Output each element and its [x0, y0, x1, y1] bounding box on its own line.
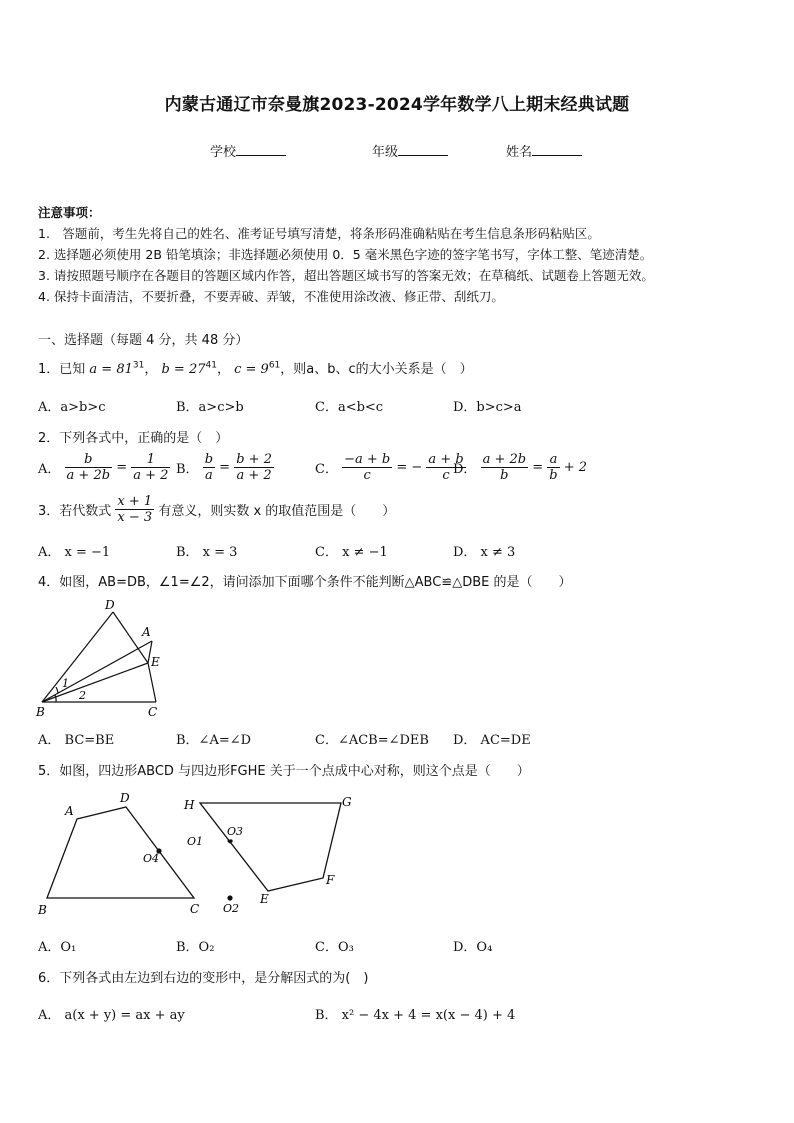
- q5-figure: [30, 785, 370, 920]
- q2-option-a: [38, 452, 170, 483]
- numerator: b + 2: [236, 452, 272, 467]
- denominator: c: [363, 468, 371, 483]
- question-4: 4．如图，AB=DB，∠1=∠2，请问添加下面哪个条件不能判断△ABC≌△DBE 的是（ ）: [38, 575, 572, 590]
- denominator: a + 2: [133, 468, 169, 483]
- q6-option-a: A． a(x + y) = ax + ay: [38, 1008, 185, 1023]
- q4-option-d: D． AC=DE: [453, 733, 531, 748]
- label-b: B: [36, 705, 45, 719]
- note-item: 3. 请按照题号顺序在各题目的答题区域内作答，超出答题区域书写的答案无效；在草稿纸、试题卷上答题无效。: [38, 268, 654, 283]
- q2-option-c: [315, 452, 466, 483]
- q1-c-exp: 61: [268, 360, 281, 371]
- q2-d-tail: + 2: [563, 460, 588, 475]
- label-d: D: [120, 791, 130, 805]
- question-3: [38, 494, 395, 525]
- q2-a-label: A．: [38, 462, 61, 477]
- q1-prefix: 1．已知: [38, 362, 86, 377]
- label-e: E: [260, 892, 269, 906]
- denominator: a + 2: [236, 468, 272, 483]
- grade-blank: [398, 143, 448, 156]
- q4-option-a: A． BC=BE: [38, 733, 115, 748]
- numerator: a: [547, 452, 559, 468]
- o2-dot: [227, 895, 232, 900]
- denominator: a: [204, 468, 213, 483]
- label-g: G: [342, 795, 352, 809]
- label-c: C: [148, 705, 158, 719]
- name-label: 姓名: [506, 145, 533, 160]
- label-a: A: [142, 625, 151, 639]
- notes-heading: 注意事项：: [38, 205, 101, 220]
- numerator: a + b: [428, 452, 464, 467]
- page-title: 内蒙古通辽市奈曼旗2023-2024学年数学八上期末经典试题: [164, 95, 630, 115]
- label-o2: O2: [223, 902, 240, 915]
- label-b: B: [38, 903, 47, 917]
- q4-option-b: B．∠A=∠D: [176, 733, 252, 748]
- denominator: c: [442, 468, 450, 483]
- denominator: x − 3: [117, 510, 153, 525]
- numerator: 1: [131, 452, 170, 468]
- q2-option-d: [453, 452, 587, 483]
- label-f: F: [326, 873, 335, 887]
- school-field: [210, 141, 286, 160]
- numerator: b: [204, 452, 214, 467]
- label-angle-2: 2: [79, 689, 86, 702]
- school-blank: [236, 143, 286, 156]
- q5-option-b: B．O₂: [176, 940, 215, 955]
- label-a: A: [65, 804, 74, 818]
- q3-option-a: A． x = −1: [38, 545, 111, 560]
- q3-option-d: D． x ≠ 3: [453, 545, 516, 560]
- question-6: 6．下列各式由左边到右边的变形中，是分解因式的为( ): [38, 971, 369, 986]
- q2-c-label: C．: [315, 462, 338, 477]
- question-5: 5．如图，四边形ABCD 与四边形FGHE 关于一个点成中心对称，则这个点是（ ）: [38, 764, 530, 779]
- q3-suffix: 有意义，则实数 x 的取值范围是（ ）: [158, 504, 396, 519]
- note-item: 2. 选择题必须使用 2B 铅笔填涂；非选择题必须使用 0．5 毫米黑色字迹的签字笔书写，字体工整、笔迹清楚。: [38, 247, 653, 262]
- q1-b: b = 27: [161, 362, 206, 377]
- q2-option-b: [176, 452, 274, 483]
- q3-option-c: C． x ≠ −1: [315, 545, 388, 560]
- section-heading: 一、选择题（每题 4 分，共 48 分）: [38, 333, 249, 348]
- equals: =: [219, 460, 231, 475]
- label-o4: O4: [143, 852, 160, 865]
- denominator: b: [549, 468, 558, 483]
- q1-suffix: ，则a、b、c的大小关系是（ ）: [280, 362, 473, 377]
- q6-option-b: B． x² − 4x + 4 = x(x − 4) + 4: [315, 1008, 516, 1023]
- numerator: x + 1: [117, 494, 153, 509]
- name-blank: [532, 143, 582, 156]
- q5-option-c: C．O₃: [315, 940, 354, 955]
- note-item: 1. 答题前，考生先将自己的姓名、准考证号填写清楚，将条形码准确粘贴在考生信息条形码粘贴区。: [38, 226, 600, 241]
- q1-option-b: B．a>c>b: [176, 400, 244, 415]
- q4-figure: [30, 595, 180, 720]
- q1-option-a: A．a>b>c: [38, 400, 106, 415]
- q1-a: a = 81: [89, 362, 133, 377]
- numerator: −a + b: [344, 452, 391, 467]
- label-o1: O1: [187, 835, 204, 848]
- note-item: 4. 保持卡面清洁，不要折叠，不要弄破、弄皱，不准使用涂改液、修正带、刮纸刀。: [38, 289, 504, 304]
- q2-b-frac-right: [234, 452, 274, 483]
- q3-fraction: [115, 494, 154, 525]
- question-2: 2．下列各式中，正确的是（ ）: [38, 431, 229, 446]
- q2-c-frac-left: [342, 452, 392, 483]
- numerator: a + 2b: [482, 452, 527, 467]
- q5-option-a: A．O₁: [38, 940, 77, 955]
- q1-a-exp: 31: [132, 360, 145, 371]
- equals: =: [116, 460, 128, 475]
- q2-d-frac-left: [481, 452, 529, 483]
- q2-d-label: D．: [453, 462, 477, 477]
- q1-option-d: D．b>c>a: [453, 400, 522, 415]
- equals: =: [532, 460, 544, 475]
- q4-option-c: C．∠ACB=∠DEB: [315, 733, 429, 748]
- q3-prefix: 3．若代数式: [38, 504, 112, 519]
- label-c: C: [190, 902, 200, 916]
- q2-a-frac-left: [65, 452, 113, 483]
- q2-d-frac-right: [547, 452, 559, 483]
- school-label: 学校: [210, 145, 237, 160]
- grade-field: [372, 141, 448, 160]
- label-angle-1: 1: [62, 677, 69, 690]
- numerator: b: [65, 452, 113, 468]
- q2-b-frac-left: [203, 452, 215, 483]
- question-1: 1．已知 $a = 81^{31}$， $b = 27^{41}$， $c = 9^{61}$，则a、b、c的大小关系是（ ）: [38, 360, 473, 377]
- q1-c: c = 9: [234, 362, 269, 377]
- denominator: b: [500, 468, 509, 483]
- label-d: D: [105, 598, 115, 612]
- grade-label: 年级: [372, 145, 399, 160]
- denominator: a + 2b: [66, 468, 111, 483]
- q1-option-c: C．a<b<c: [315, 400, 384, 415]
- equals-minus: = −: [396, 460, 423, 475]
- label-e: E: [151, 655, 160, 669]
- q2-b-label: B．: [176, 462, 199, 477]
- q3-option-b: B． x = 3: [176, 545, 238, 560]
- label-o3: O3: [227, 825, 244, 838]
- q2-a-frac-right: [131, 452, 170, 483]
- q5-option-d: D．O₄: [453, 940, 493, 955]
- label-h: H: [184, 798, 195, 812]
- q1-b-exp: 41: [205, 360, 217, 371]
- name-field: [506, 141, 582, 160]
